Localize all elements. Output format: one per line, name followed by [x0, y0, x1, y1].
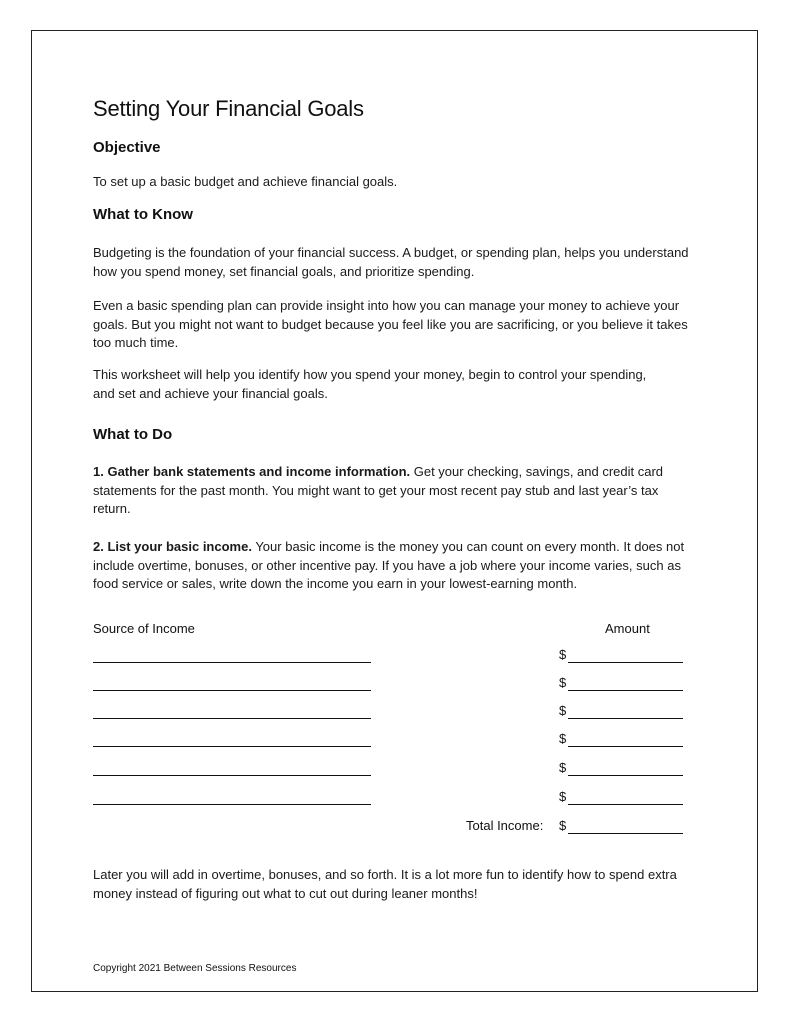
income-source-blank[interactable] — [93, 718, 371, 719]
dollar-sign: $ — [559, 675, 567, 690]
objective-text: To set up a basic budget and achieve financial goals. — [93, 174, 398, 189]
dollar-sign: $ — [559, 731, 567, 746]
step-2-paragraph — [93, 538, 689, 594]
dollar-sign: $ — [559, 703, 567, 718]
income-source-blank[interactable] — [93, 662, 371, 663]
amount-header: Amount — [605, 621, 650, 636]
income-source-blank[interactable] — [93, 746, 371, 747]
income-amount-blank[interactable] — [568, 746, 683, 747]
what-to-know-heading: What to Know — [93, 206, 193, 223]
closing-paragraph: Later you will add in overtime, bonuses, and so forth. It is a lot more fun to identify how to spend extra money instead of figuring out what to cut out during leaner months! — [93, 867, 677, 901]
income-amount-blank[interactable] — [568, 718, 683, 719]
dollar-sign: $ — [559, 760, 567, 775]
step-2-lead: 2. List your basic income. — [93, 539, 252, 554]
income-source-blank[interactable] — [93, 804, 371, 805]
step-1-paragraph — [93, 463, 689, 519]
what-to-know-paragraph-2: Even a basic spending plan can provide insight into how you can manage your money to achieve your goals. But you might not want to budget because you feel like you are sacrificing, or you believe it takes too much time. — [93, 298, 688, 350]
dollar-sign: $ — [559, 818, 567, 833]
income-source-blank[interactable] — [93, 690, 371, 691]
what-to-know-paragraph-1: Budgeting is the foundation of your financial success. A budget, or spending plan, helps you understand how you spend money, set financial goals, and prioritize spending. — [93, 245, 689, 279]
step-2-text: Your basic income is the money you can count on every month. It does not include overtime, bonuses, or other incentive pay. If you have a job where your income varies, such as food service or sales, write down the income you earn in your lowest-earning month. — [93, 539, 685, 591]
objective-heading: Objective — [93, 139, 161, 156]
income-amount-blank[interactable] — [568, 662, 683, 663]
what-to-know-paragraph-3: This worksheet will help you identify how you spend your money, begin to control your spending, and set and achieve your financial goals. — [93, 367, 647, 401]
income-source-blank[interactable] — [93, 775, 371, 776]
income-amount-blank[interactable] — [568, 804, 683, 805]
page-title: Setting Your Financial Goals — [93, 96, 364, 121]
source-of-income-header: Source of Income — [93, 621, 195, 636]
income-amount-blank[interactable] — [568, 775, 683, 776]
step-1-lead: 1. Gather bank statements and income information. — [93, 464, 411, 479]
what-to-do-heading: What to Do — [93, 426, 173, 443]
dollar-sign: $ — [559, 647, 567, 662]
dollar-sign: $ — [559, 789, 567, 804]
step-1-text: Get your checking, savings, and credit card statements for the past month. You might want to get your most recent pay stub and last year’s tax return. — [93, 464, 664, 516]
total-income-label: Total Income: — [466, 818, 544, 833]
total-income-blank[interactable] — [568, 833, 683, 834]
income-amount-blank[interactable] — [568, 690, 683, 691]
copyright-footer: Copyright 2021 Between Sessions Resources — [93, 963, 297, 974]
